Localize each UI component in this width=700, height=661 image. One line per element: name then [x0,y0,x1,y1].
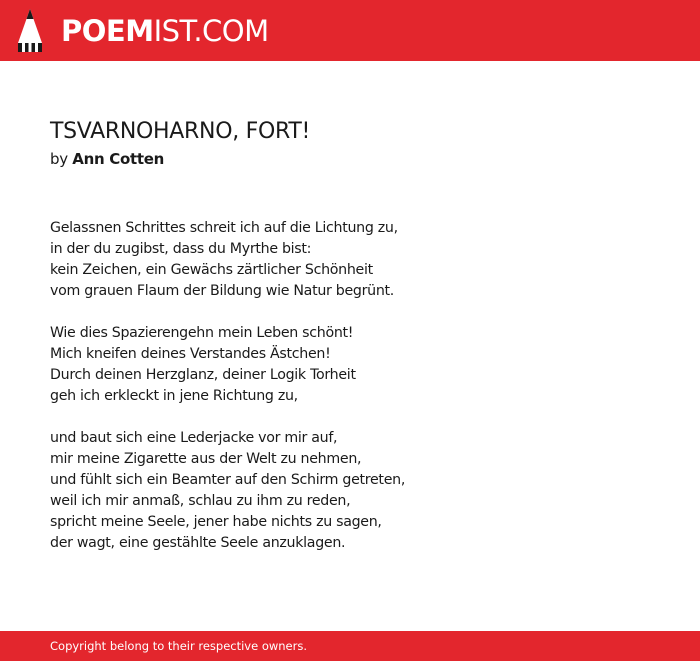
poem-stanza [50,323,650,407]
brand-wordmark [61,13,269,49]
author-name: Ann Cotten [72,150,164,168]
poem-line: in der du zugibst, dass du Myrthe bist: [50,241,312,257]
site-footer [0,631,700,661]
poem-line: spricht meine Seele, jener habe nichts zu sagen, [50,514,382,530]
poem-line: Durch deinen Herzglanz, deiner Logik Torheit [50,367,356,383]
poem-title: TSVARNOHARNO, FORT! [50,119,311,144]
poem-line: Mich kneifen deines Verstandes Ästchen! [50,346,331,362]
poem-line: weil ich mir anmaß, schlau zu ihm zu reden, [50,493,351,509]
poem-line: der wagt, eine gestählte Seele anzuklagen. [50,535,346,551]
poem-line: und baut sich eine Lederjacke vor mir auf, [50,430,338,446]
poem-stanza [50,218,650,302]
byline [50,149,164,169]
poem-line: mir meine Zigarette aus der Welt zu nehmen, [50,451,362,467]
poem-body [50,218,650,575]
poem-line: Gelassnen Schrittes schreit ich auf die Lichtung zu, [50,220,398,236]
poem-line: vom grauen Flaum der Bildung wie Natur begrünt. [50,283,394,299]
copyright-text: Copyright belong to their respective owners. [50,639,308,653]
pencil-icon [16,9,44,57]
poem-stanza [50,428,650,554]
poem-line: Wie dies Spazierengehn mein Leben schönt! [50,325,354,341]
brand-name-bold: POEM [61,14,154,48]
poem-line: geh ich erkleckt in jene Richtung zu, [50,388,298,404]
poem-line: und fühlt sich ein Beamter auf den Schirm getreten, [50,472,406,488]
site-header [0,0,700,61]
brand-name-light: IST.COM [153,14,269,48]
poem-line: kein Zeichen, ein Gewächs zärtlicher Schönheit [50,262,373,278]
by-label: by [50,150,68,168]
